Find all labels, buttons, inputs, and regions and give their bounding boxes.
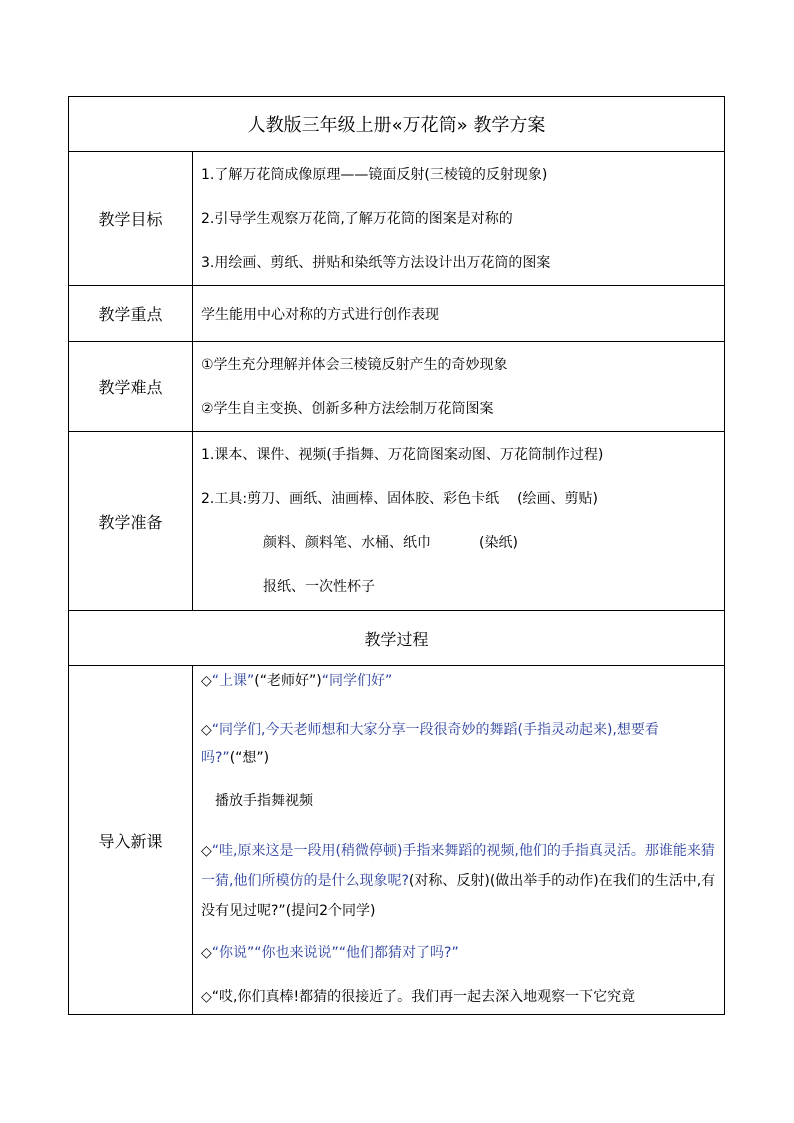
- intro-para-5: ◇“你说”“你也来说说”“他们都猜对了吗?”: [201, 945, 459, 961]
- process-title: 教学过程: [69, 611, 725, 666]
- key-points-label: 教学重点: [69, 286, 193, 342]
- difficulties-content: [193, 342, 725, 432]
- difficulty-item-2: ②学生自主变换、创新多种方法绘制万花筒图案: [201, 400, 494, 417]
- goal-item-1: 1.了解万花筒成像原理——镜面反射(三棱镜的反射现象): [201, 166, 548, 183]
- lesson-plan-table: [68, 96, 725, 1015]
- difficulty-item-1: ①学生充分理解并体会三棱镜反射产生的奇妙现象: [201, 356, 508, 373]
- goals-label: 教学目标: [69, 152, 193, 286]
- prep-line-3-text: 颜料、颜料笔、水桶、纸巾: [263, 535, 431, 551]
- prep-line-1: 1.课本、课件、视频(手指舞、万花筒图案动图、万花筒制作过程): [201, 447, 604, 463]
- bullet-icon: ◇: [201, 843, 212, 859]
- goal-item-3: 3.用绘画、剪纸、拼贴和染纸等方法设计出万花筒的图案: [201, 254, 551, 271]
- intro-para-4: ◇“哇,原来这是一段用(稍微停顿)手指来舞蹈的视频,他们的手指真灵活。那谁能来猜一猜,他们所模仿的是什么现象呢?(对称、反射)(做出举手的动作)在我们的生活中,有没有见过呢?”(提问2个同学): [201, 843, 716, 919]
- plan-title: 人教版三年级上册«万花筒» 教学方案: [69, 97, 725, 152]
- preparation-label: 教学准备: [69, 432, 193, 611]
- intro-para-1: ◇“上课”(“老师好”)“同学们好”: [201, 673, 393, 689]
- bullet-icon: ◇: [201, 673, 212, 689]
- preparation-content: [193, 432, 725, 611]
- intro-content: [193, 666, 725, 1015]
- intro-para-2: ◇“同学们,今天老师想和大家分享一段很奇妙的舞蹈(手指灵动起来),想要看吗?”(“想”): [201, 722, 659, 766]
- prep-line-2-note: (绘画、剪贴): [517, 491, 599, 507]
- intro-para-6: ◇“哎,你们真棒!都猜的很接近了。我们再一起去深入地观察一下它究竟: [201, 989, 636, 1005]
- prep-line-2-text: 2.工具:剪刀、画纸、油画棒、固体胶、彩色卡纸: [201, 491, 500, 507]
- prep-line-4: 报纸、一次性杯子: [263, 579, 375, 595]
- intro-label: 导入新课: [69, 666, 193, 1015]
- prep-line-3-note: (染纸): [479, 535, 518, 551]
- prep-line-3: [201, 534, 724, 552]
- difficulties-label: 教学难点: [69, 342, 193, 432]
- goal-item-2: 2.引导学生观察万花筒,了解万花筒的图案是对称的: [201, 210, 513, 227]
- goals-content: [193, 152, 725, 286]
- prep-line-2: [201, 490, 724, 508]
- bullet-icon: ◇: [201, 722, 212, 738]
- bullet-icon: ◇: [201, 945, 212, 961]
- key-points-text: 学生能用中心对称的方式进行创作表现: [193, 286, 725, 342]
- bullet-icon: ◇: [201, 989, 212, 1005]
- intro-para-3: 播放手指舞视频: [215, 793, 313, 809]
